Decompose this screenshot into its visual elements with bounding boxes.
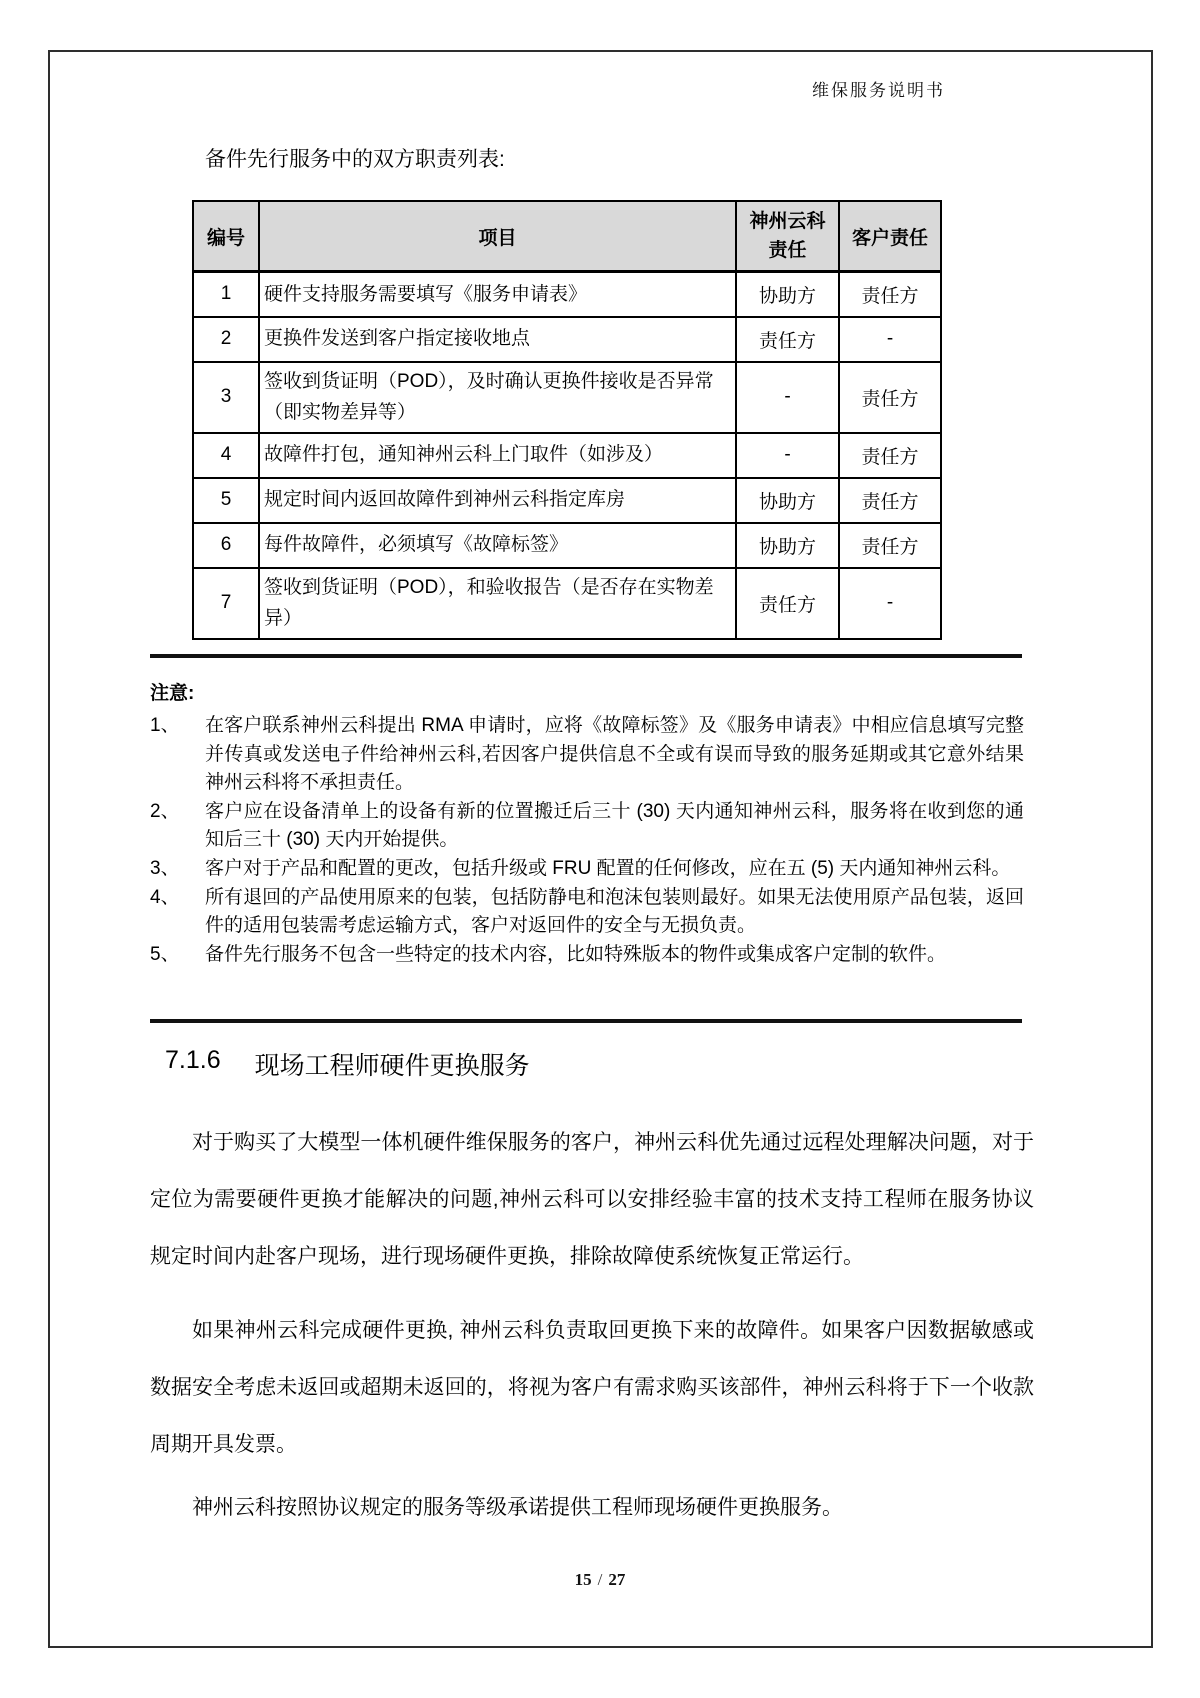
paragraph: 如果神州云科完成硬件更换, 神州云科负责取回更换下来的故障件。如果客户因数据敏感或数据安全考虑未返回或超期未返回的，将视为客户有需求购买该部件，神州云科将于下一个收款周期开具发票。 (150, 1319, 1034, 1456)
responsibilities-table (192, 200, 942, 640)
note-item (150, 855, 1024, 884)
cell-item: 硬件支持服务需要填写《服务申请表》 (259, 272, 736, 317)
cell-no: 6 (193, 523, 259, 568)
cell-item: 更换件发送到客户指定接收地点 (259, 317, 736, 362)
cell-item: 规定时间内返回故障件到神州云科指定库房 (259, 478, 736, 523)
table-row (193, 317, 941, 362)
cell-customer: - (839, 568, 941, 639)
cell-no: 5 (193, 478, 259, 523)
section-heading (165, 1046, 530, 1082)
header-cell-yunke (736, 201, 839, 272)
note-item (150, 884, 1024, 941)
cell-yunke: 协助方 (736, 523, 839, 568)
note-marker: 3、 (150, 857, 180, 879)
cell-no: 3 (193, 362, 259, 433)
cell-yunke: 责任方 (736, 317, 839, 362)
cell-yunke: 协助方 (736, 272, 839, 317)
page-footer (0, 1570, 1200, 1590)
paragraph: 神州云科按照协议规定的服务等级承诺提供工程师现场硬件更换服务。 (192, 1496, 843, 1519)
table-row (193, 362, 941, 433)
table-header-row (193, 201, 941, 272)
cell-item: 故障件打包，通知神州云科上门取件（如涉及） (259, 433, 736, 478)
cell-customer: 责任方 (839, 523, 941, 568)
note-item (150, 941, 1024, 970)
horizontal-rule-bottom (150, 1019, 1022, 1023)
page-total: 27 (608, 1570, 626, 1589)
header-cell-no: 编号 (193, 201, 259, 272)
section-title: 现场工程师硬件更换服务 (254, 1052, 530, 1080)
table-row (193, 568, 941, 639)
note-marker: 5、 (150, 943, 180, 965)
note-marker: 2、 (150, 800, 180, 822)
note-text: 备件先行服务不包含一些特定的技术内容，比如特殊版本的物件或集成客户定制的软件。 (205, 943, 947, 965)
cell-yunke: - (736, 433, 839, 478)
header-cell-yunke-text: 神州云科责任 (749, 210, 826, 261)
cell-item: 每件故障件，必须填写《故障标签》 (259, 523, 736, 568)
cell-item: 签收到货证明（POD），及时确认更换件接收是否异常（即实物差异等） (259, 362, 736, 433)
note-marker: 1、 (150, 715, 180, 736)
cell-yunke: - (736, 362, 839, 433)
notes-section (150, 678, 1024, 969)
note-item (150, 798, 1024, 855)
note-item (150, 712, 1024, 798)
note-text: 在客户联系神州云科提出 RMA 申请时，应将《故障标签》及《服务申请表》中相应信息填写完整并传真或发送电子件给神州云科,若因客户提供信息不全或有误而导致的服务延期或其它意外结果神州云科将不承担责任。 (205, 715, 1024, 794)
cell-yunke: 责任方 (736, 568, 839, 639)
page-number: 15 (574, 1570, 592, 1589)
paragraph: 对于购买了大模型一体机硬件维保服务的客户，神州云科优先通过远程处理解决问题，对于定位为需要硬件更换才能解决的问题,神州云科可以安排经验丰富的技术支持工程师在服务协议规定时间内赴客户现场，进行现场硬件更换，排除故障使系统恢复正常运行。 (150, 1131, 1034, 1268)
cell-no: 2 (193, 317, 259, 362)
table-row (193, 433, 941, 478)
cell-customer: 责任方 (839, 272, 941, 317)
notes-label: 注意: (150, 683, 195, 704)
horizontal-rule-top (150, 654, 1022, 658)
table-row (193, 478, 941, 523)
cell-yunke: 协助方 (736, 478, 839, 523)
cell-customer: 责任方 (839, 362, 941, 433)
table-row (193, 523, 941, 568)
cell-item: 签收到货证明（POD），和验收报告（是否存在实物差异） (259, 568, 736, 639)
cell-no: 7 (193, 568, 259, 639)
section-number: 7.1.6 (165, 1046, 221, 1074)
header-cell-item: 项目 (259, 201, 736, 272)
document-header-title: 维保服务说明书 (812, 81, 945, 100)
table-intro-title: 备件先行服务中的双方职责列表: (205, 148, 505, 171)
cell-customer: - (839, 317, 941, 362)
note-text: 客户应在设备清单上的设备有新的位置搬迁后三十 (30) 天内通知神州云科，服务将在收到您的通知后三十 (30) 天内开始提供。 (205, 800, 1024, 851)
note-marker: 4、 (150, 886, 180, 908)
cell-customer: 责任方 (839, 433, 941, 478)
cell-no: 1 (193, 272, 259, 317)
header-cell-customer: 客户责任 (839, 201, 941, 272)
page-separator: / (597, 1570, 603, 1589)
cell-customer: 责任方 (839, 478, 941, 523)
note-text: 所有退回的产品使用原来的包装，包括防静电和泡沫包装则最好。如果无法使用原产品包装，返回件的适用包装需考虑运输方式，客户对返回件的安全与无损负责。 (205, 886, 1024, 937)
note-text: 客户对于产品和配置的更改，包括升级或 FRU 配置的任何修改，应在五 (5) 天内通知神州云科。 (205, 857, 1011, 879)
table-row (193, 272, 941, 317)
cell-no: 4 (193, 433, 259, 478)
